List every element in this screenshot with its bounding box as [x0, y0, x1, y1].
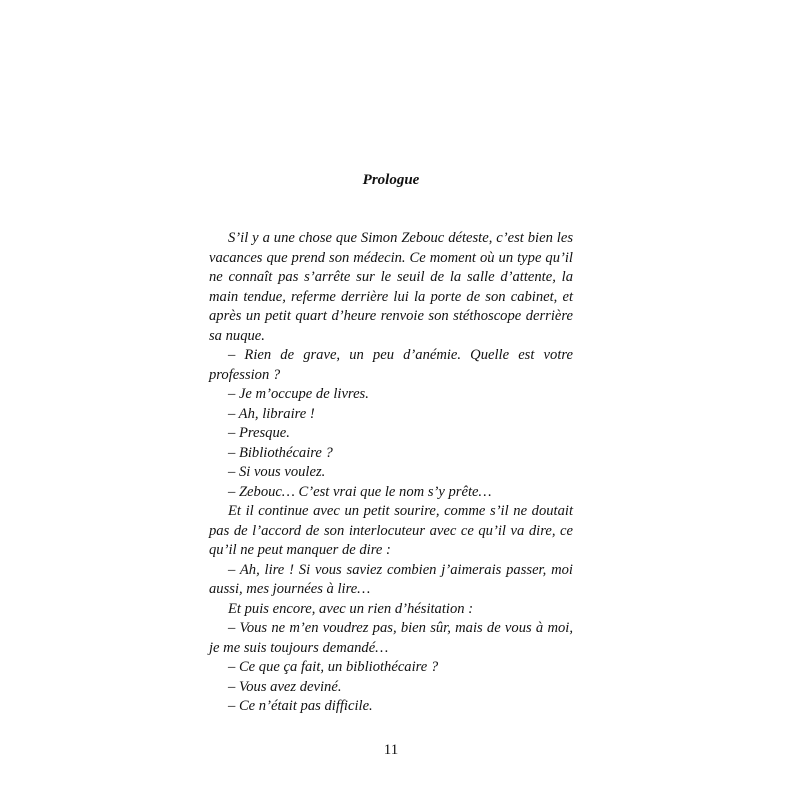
- paragraph: S’il y a une chose que Simon Zebouc déteste, c’est bien les vacances que prend son médecin. Ce moment où un type qu’il ne connaît pas s’arrête sur le seuil de la salle d’attente, la main tendue, referme derrière lui la porte de son cabinet, et après un petit quart d’heure renvoie son stéthoscope derrière sa nuque.: [209, 230, 573, 344]
- paragraph: – Zebouc… C’est vrai que le nom s’y prête…: [228, 483, 492, 500]
- paragraph: – Vous ne m’en voudrez pas, bien sûr, mais de vous à moi, je me suis toujours demandé…: [209, 620, 573, 656]
- paragraph: – Ce n’était pas difficile.: [228, 698, 373, 714]
- paragraph: – Presque.: [228, 425, 290, 441]
- paragraph: – Si vous voulez.: [228, 464, 326, 480]
- paragraph: Et puis encore, avec un rien d’hésitation :: [228, 600, 474, 617]
- paragraph: Et il continue avec un petit sourire, comme s’il ne doutait pas de l’accord de son interlocuteur avec ce qu’il va dire, ce qu’il ne peut manquer de dire :: [209, 503, 573, 558]
- paragraph: – Rien de grave, un peu d’anémie. Quelle est votre profession ?: [209, 347, 573, 383]
- chapter-title: Prologue: [362, 172, 420, 188]
- paragraph: – Ce que ça fait, un bibliothécaire ?: [228, 659, 439, 675]
- page-number: 11: [383, 742, 399, 758]
- paragraph: – Je m’occupe de livres.: [228, 386, 369, 402]
- chapter-body: [209, 229, 573, 717]
- paragraph: – Ah, libraire !: [228, 405, 315, 422]
- paragraph: – Ah, lire ! Si vous saviez combien j’aimerais passer, moi aussi, mes journées à lire…: [209, 561, 573, 597]
- paragraph: – Vous avez deviné.: [228, 678, 342, 695]
- paragraph: – Bibliothécaire ?: [228, 444, 333, 461]
